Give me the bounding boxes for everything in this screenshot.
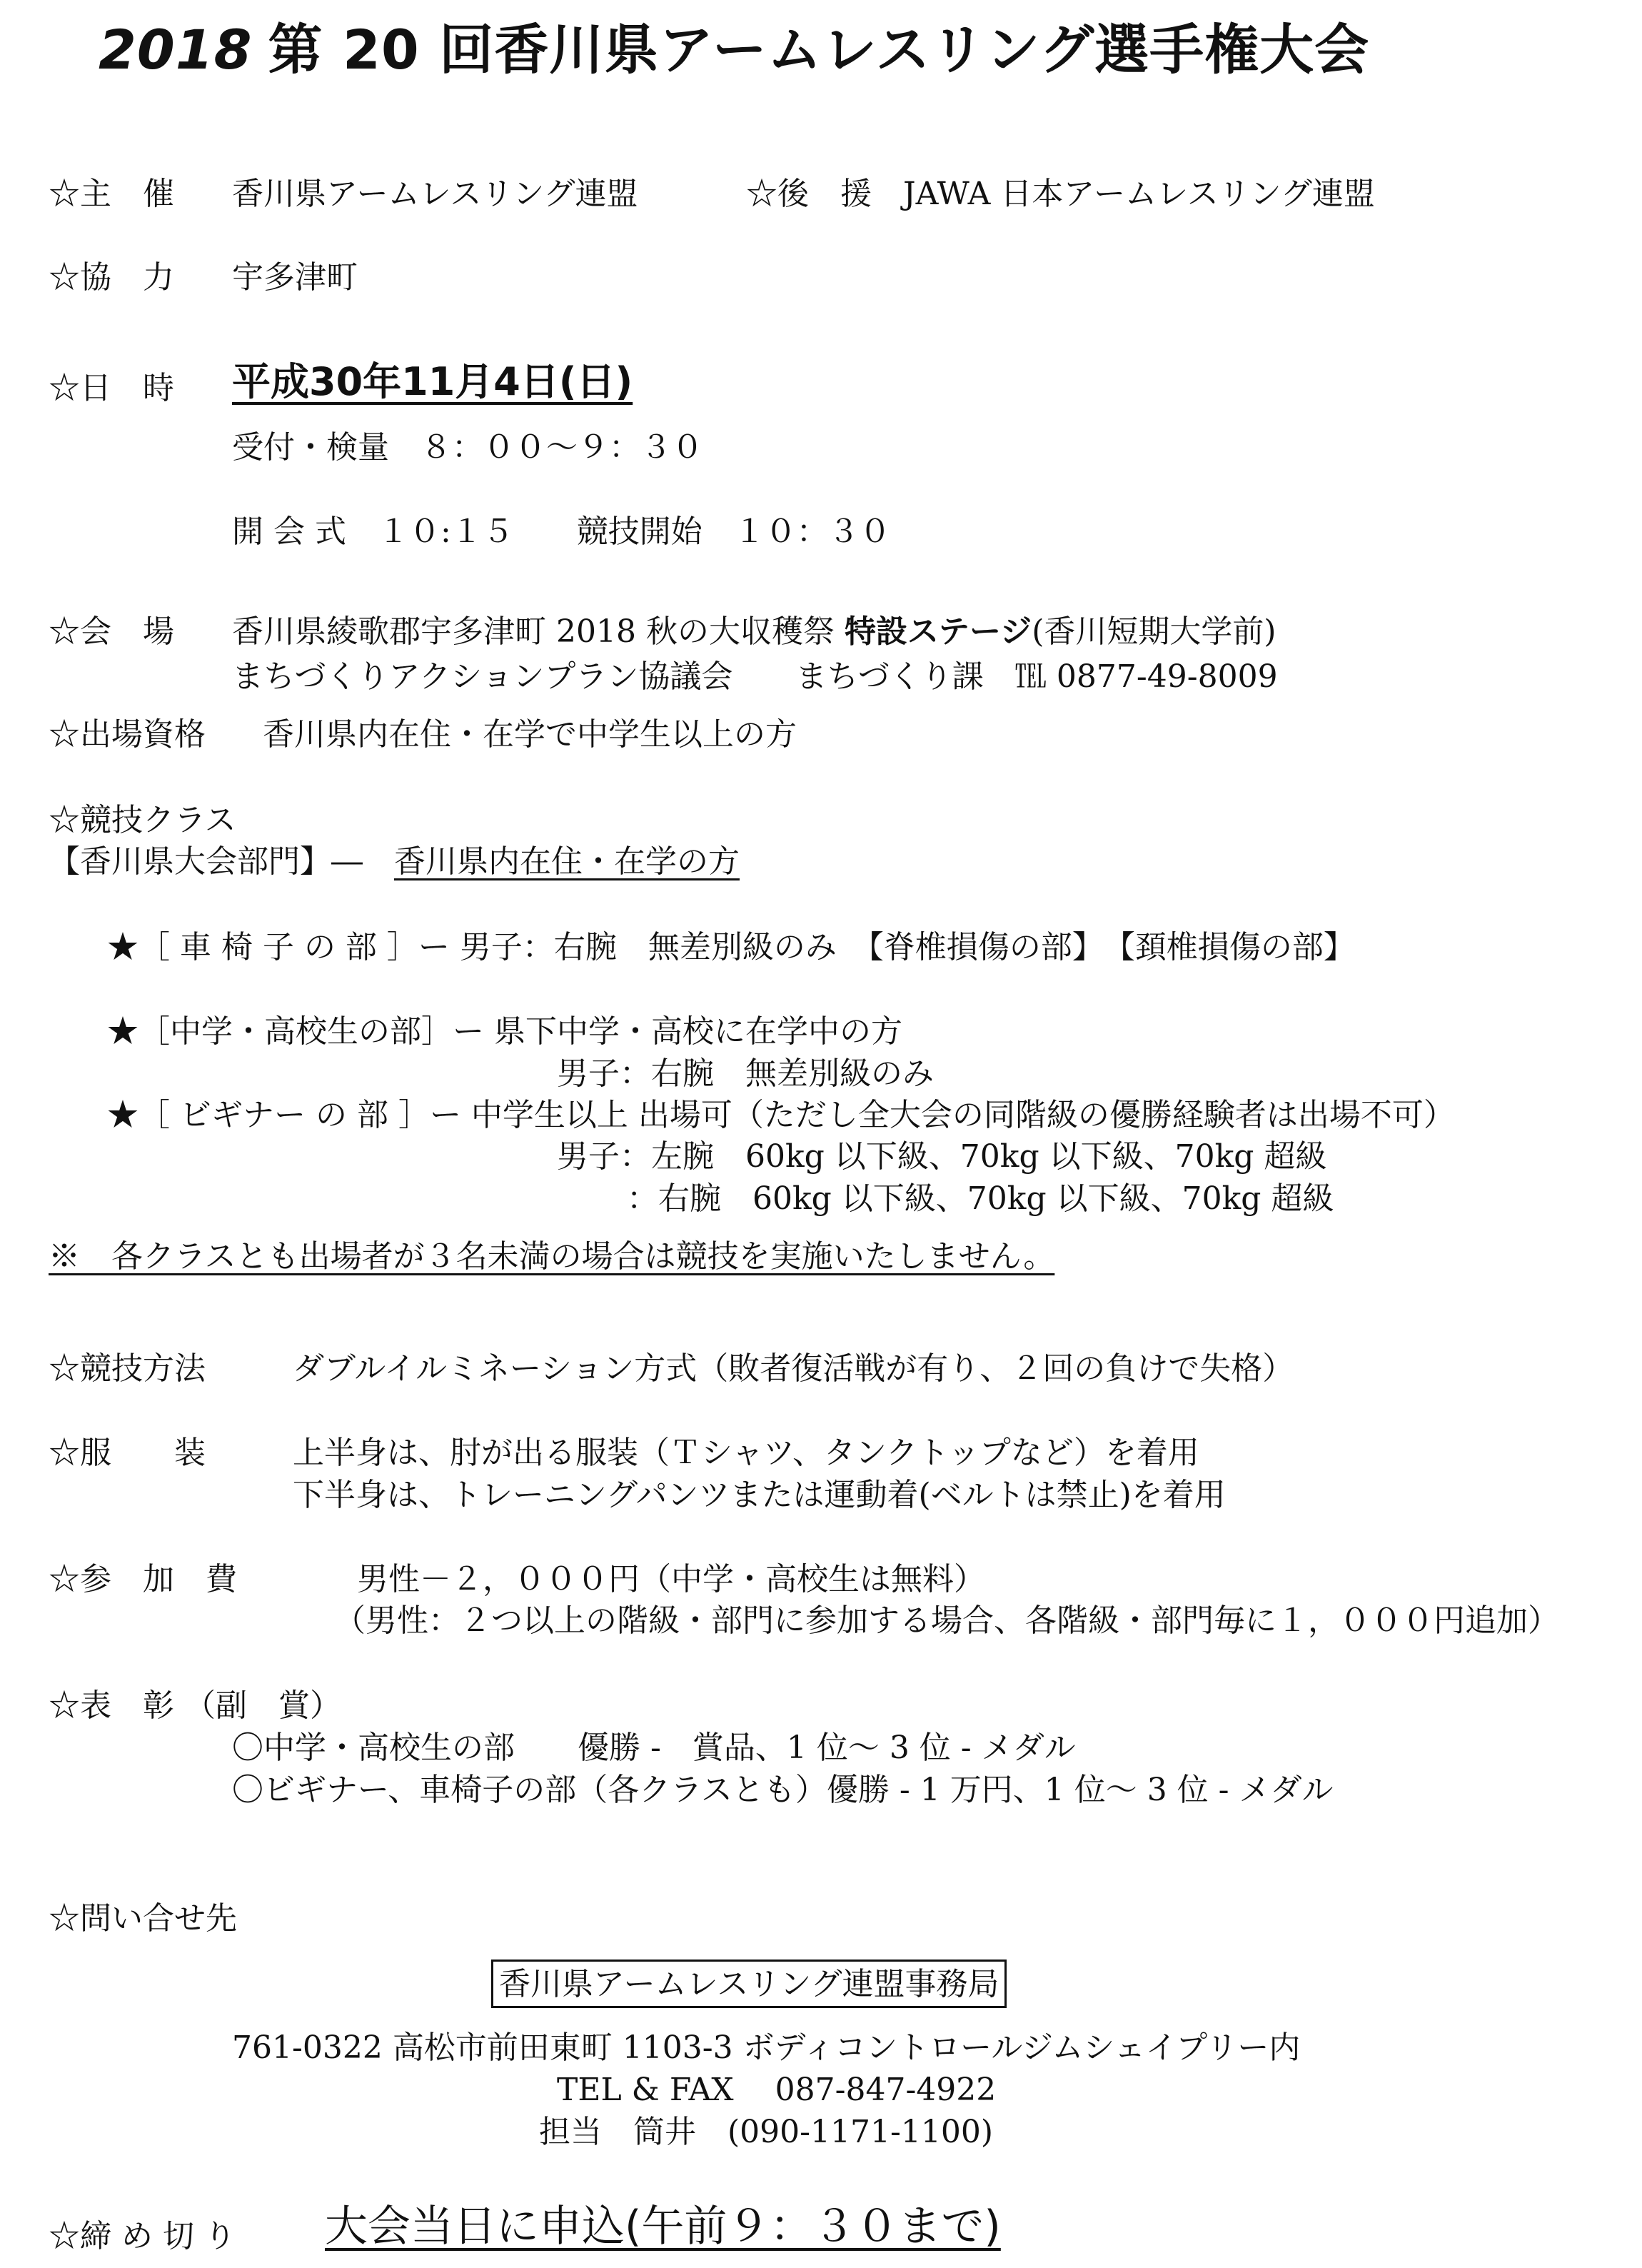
method-label: ☆競技方法 [49,1350,206,1387]
class-beginner: ★［ ビギナー の 部 ］ー 中学生以上 出場可（ただし全大会の同階級の優勝経験者は出場不可） [107,1097,1455,1133]
eligibility-label: ☆出場資格 [49,716,206,753]
deadline-value: 大会当日に申込(午前９：３０まで) [325,2202,1001,2252]
classes-label: ☆競技クラス [49,802,236,838]
class-beginner-left: 男子：左腕 60kg 以下級、70kg 以下級、70kg 超級 [557,1138,1327,1175]
venue-address: 香川県綾歌郡宇多津町 2018 秋の大収穫祭 [232,613,845,650]
cooperation-label: ☆協 力 [49,259,174,296]
support-label: ☆後 援 [746,176,872,212]
venue-label: ☆会 場 [49,613,174,650]
page-title [99,18,1370,81]
class-beginner-right: ：右腕 60kg 以下級、70kg 以下級、70kg 超級 [627,1180,1334,1217]
contact-label: ☆問い合せ先 [49,1900,237,1937]
eligibility-value: 香川県内在住・在学で中学生以上の方 [263,716,797,753]
contact-person: 担当 筒井 (090-1171-1100) [539,2114,994,2150]
awards-label: ☆表 彰 （副 賞） [49,1687,341,1724]
division-name: 【香川県大会部門】― [49,843,394,880]
classes-note: ※ 各クラスとも出場者が３名未満の場合は競技を実施いたしません。 [49,1238,1055,1275]
support-value: JAWA 日本アームレスリング連盟 [903,176,1375,212]
method-value: ダブルイルミネーション方式（敗者復活戦が有り、２回の負けで失格） [293,1350,1294,1387]
opening-time: 開 会 式 １０:１５ 競技開始 １０：３０ [232,513,891,550]
organizer-label: ☆主 催 [49,176,174,212]
division-condition: 香川県内在住・在学の方 [394,843,740,880]
fee-line2: （男性：２つ以上の階級・部門に参加する場合、各階級・部門毎に１，０００円追加） [334,1602,1559,1639]
class-school: ★［中学・高校生の部］ー 県下中学・高校に在学中の方 [107,1013,902,1050]
venue-stage: 特設ステージ [844,613,1032,650]
awards-line1: 〇中学・高校生の部 優勝 - 賞品、1 位～ 3 位 - メダル [232,1730,1076,1766]
class-wheelchair: ★［ 車 椅 子 の 部 ］ー 男子：右腕 無差別級のみ 【脊椎損傷の部】 【頚椎損傷の部】 [107,929,1355,965]
event-date: 平成30年11月4日(日) [232,359,633,404]
title-main: 第 20 回香川県アームレスリング選手権大会 [268,18,1370,81]
datetime-label: ☆日 時 [49,370,174,406]
contact-telfax: TEL & FAX 087-847-4922 [557,2072,997,2108]
reception-time: 受付・検量 ８：００～９：３０ [232,429,703,466]
deadline-label: ☆締 め 切 り [49,2218,236,2254]
fee-label: ☆参 加 費 [49,1561,237,1597]
venue-landmark: (香川短期大学前) [1032,613,1276,650]
attire-label: ☆服 装 [49,1435,206,1471]
fee-line1: 男性－２，０００円（中学・高校生は無料） [357,1561,985,1597]
venue-line2: まちづくりアクションプラン協議会 まちづくり課 ℡ 0877-49-8009 [232,658,1278,695]
cooperation-value: 宇多津町 [232,259,358,296]
contact-office-box: 香川県アームレスリング連盟事務局 [491,1960,1007,2008]
contact-address: 761-0322 高松市前田東町 1103-3 ボディコントロールジムシェイプリー内 [232,2029,1301,2066]
attire-line2: 下半身は、トレーニングパンツまたは運動着(ベルトは禁止)を着用 [293,1477,1226,1513]
class-school-detail: 男子：右腕 無差別級のみ [557,1055,934,1092]
awards-line2: 〇ビギナー、車椅子の部（各クラスとも）優勝 - 1 万円、1 位～ 3 位 - メダル [232,1772,1334,1808]
classes-division [49,843,740,880]
venue-line1 [232,613,1276,650]
attire-line1: 上半身は、肘が出る服装（Ｔシャツ、タンクトップなど）を着用 [293,1435,1199,1471]
organizer-value: 香川県アームレスリング連盟 [232,176,638,212]
title-year: 2018 [99,18,253,81]
